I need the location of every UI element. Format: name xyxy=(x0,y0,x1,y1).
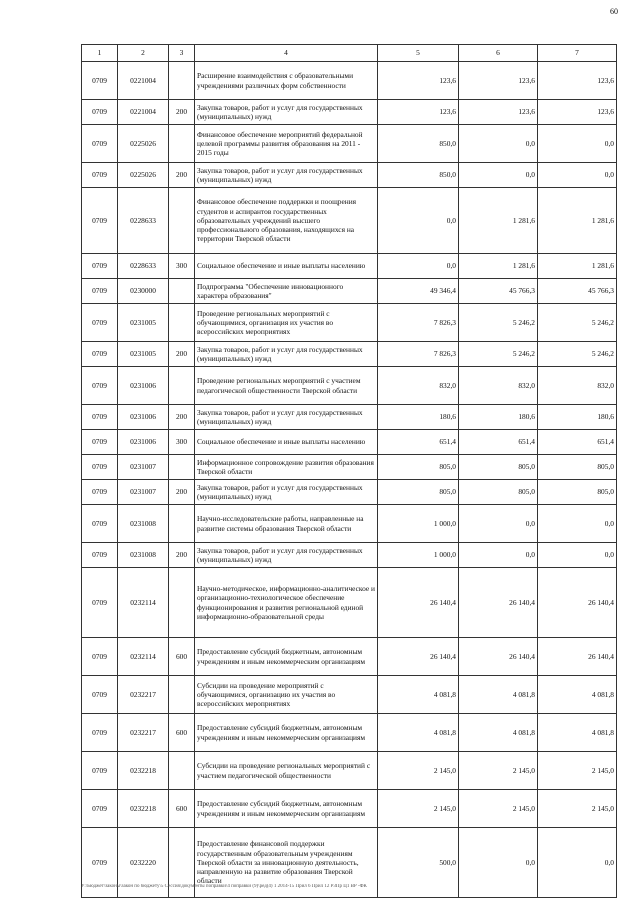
target-article-cell: 0231006 xyxy=(118,430,169,455)
target-article-cell: 0232114 xyxy=(118,638,169,676)
table-row xyxy=(82,254,617,279)
table-row xyxy=(82,62,617,100)
expense-type-cell xyxy=(169,367,195,405)
section-code-cell: 0709 xyxy=(82,455,118,480)
description-cell: Финансовое обеспечение мероприятий федеральной целевой программы развития образования на 2011 - 2015 годы xyxy=(195,125,378,163)
section-code-cell: 0709 xyxy=(82,279,118,304)
amount-col5-cell: 49 346,4 xyxy=(378,279,459,304)
section-code-cell: 0709 xyxy=(82,254,118,279)
target-article-cell: 0228633 xyxy=(118,254,169,279)
target-article-cell: 0231006 xyxy=(118,405,169,430)
expense-type-cell: 600 xyxy=(169,714,195,752)
table-row xyxy=(82,125,617,163)
description-cell: Социальное обеспечение и иные выплаты населению xyxy=(195,254,378,279)
amount-col6-cell: 1 281,6 xyxy=(459,254,538,279)
header-cell-7: 7 xyxy=(538,45,617,62)
section-code-cell: 0709 xyxy=(82,828,118,898)
section-code-cell: 0709 xyxy=(82,163,118,188)
amount-col6-cell: 805,0 xyxy=(459,480,538,505)
target-article-cell: 0231005 xyxy=(118,304,169,342)
header-cell-6: 6 xyxy=(459,45,538,62)
description-cell: Проведение региональных мероприятий с участием педагогической общественности Тверской области xyxy=(195,367,378,405)
amount-col7-cell: 4 081,8 xyxy=(538,676,617,714)
section-code-cell: 0709 xyxy=(82,676,118,714)
amount-col5-cell: 2 145,0 xyxy=(378,752,459,790)
target-article-cell: 0228633 xyxy=(118,188,169,254)
header-cell-1: 1 xyxy=(82,45,118,62)
amount-col6-cell: 26 140,4 xyxy=(459,568,538,638)
amount-col6-cell: 45 766,3 xyxy=(459,279,538,304)
expense-type-cell xyxy=(169,279,195,304)
description-cell: Подпрограмма "Обеспечение инновационного характера образования" xyxy=(195,279,378,304)
amount-col7-cell: 0,0 xyxy=(538,543,617,568)
table-row xyxy=(82,505,617,543)
target-article-cell: 0231006 xyxy=(118,367,169,405)
expense-type-cell xyxy=(169,568,195,638)
amount-col6-cell: 0,0 xyxy=(459,543,538,568)
amount-col6-cell: 2 145,0 xyxy=(459,790,538,828)
amount-col6-cell: 26 140,4 xyxy=(459,638,538,676)
amount-col6-cell: 123,6 xyxy=(459,100,538,125)
header-row xyxy=(82,45,617,62)
section-code-cell: 0709 xyxy=(82,367,118,405)
target-article-cell: 0225026 xyxy=(118,163,169,188)
table-row xyxy=(82,342,617,367)
section-code-cell: 0709 xyxy=(82,505,118,543)
target-article-cell: 0221004 xyxy=(118,62,169,100)
header-cell-2: 2 xyxy=(118,45,169,62)
target-article-cell: 0231005 xyxy=(118,342,169,367)
table-row xyxy=(82,430,617,455)
amount-col6-cell: 4 081,8 xyxy=(459,676,538,714)
amount-col5-cell: 805,0 xyxy=(378,480,459,505)
amount-col5-cell: 7 826,3 xyxy=(378,342,459,367)
amount-col5-cell: 850,0 xyxy=(378,125,459,163)
description-cell: Субсидии на проведение региональных мероприятий с участием педагогической общественности xyxy=(195,752,378,790)
amount-col5-cell: 26 140,4 xyxy=(378,568,459,638)
amount-col7-cell: 2 145,0 xyxy=(538,790,617,828)
amount-col7-cell: 0,0 xyxy=(538,125,617,163)
amount-col5-cell: 26 140,4 xyxy=(378,638,459,676)
amount-col5-cell: 0,0 xyxy=(378,254,459,279)
target-article-cell: 0231008 xyxy=(118,543,169,568)
section-code-cell: 0709 xyxy=(82,543,118,568)
description-cell: Предоставление субсидий бюджетным, автономным учреждениям и иным некоммерческим организациям xyxy=(195,790,378,828)
description-cell: Закупка товаров, работ и услуг для государственных (муниципальных) нужд xyxy=(195,543,378,568)
expense-type-cell: 200 xyxy=(169,163,195,188)
amount-col7-cell: 1 281,6 xyxy=(538,254,617,279)
amount-col5-cell: 2 145,0 xyxy=(378,790,459,828)
expense-type-cell: 200 xyxy=(169,342,195,367)
table-row xyxy=(82,752,617,790)
amount-col5-cell: 4 081,8 xyxy=(378,714,459,752)
header-cell-3: 3 xyxy=(169,45,195,62)
section-code-cell: 0709 xyxy=(82,480,118,505)
amount-col7-cell: 180,6 xyxy=(538,405,617,430)
expense-type-cell xyxy=(169,304,195,342)
amount-col5-cell: 1 000,0 xyxy=(378,505,459,543)
amount-col7-cell: 26 140,4 xyxy=(538,568,617,638)
amount-col7-cell: 2 145,0 xyxy=(538,752,617,790)
amount-col6-cell: 180,6 xyxy=(459,405,538,430)
table-row xyxy=(82,568,617,638)
amount-col5-cell: 850,0 xyxy=(378,163,459,188)
target-article-cell: 0231008 xyxy=(118,505,169,543)
amount-col6-cell: 5 246,2 xyxy=(459,342,538,367)
amount-col5-cell: 123,6 xyxy=(378,100,459,125)
amount-col5-cell: 123,6 xyxy=(378,62,459,100)
section-code-cell: 0709 xyxy=(82,188,118,254)
amount-col7-cell: 805,0 xyxy=(538,455,617,480)
amount-col6-cell: 2 145,0 xyxy=(459,752,538,790)
description-cell: Информационное сопровождение развития образования Тверской области xyxy=(195,455,378,480)
section-code-cell: 0709 xyxy=(82,100,118,125)
expense-type-cell: 200 xyxy=(169,100,195,125)
section-code-cell: 0709 xyxy=(82,790,118,828)
description-cell: Научно-исследовательские работы, направленные на развитие системы образования Тверской области xyxy=(195,505,378,543)
description-cell: Предоставление субсидий бюджетным, автономным учреждениям и иным некоммерческим организациям xyxy=(195,714,378,752)
expense-type-cell: 600 xyxy=(169,638,195,676)
amount-col7-cell: 1 281,6 xyxy=(538,188,617,254)
target-article-cell: 0225026 xyxy=(118,125,169,163)
amount-col5-cell: 832,0 xyxy=(378,367,459,405)
amount-col7-cell: 651,4 xyxy=(538,430,617,455)
expense-type-cell xyxy=(169,455,195,480)
amount-col5-cell: 0,0 xyxy=(378,188,459,254)
amount-col6-cell: 0,0 xyxy=(459,163,538,188)
expense-type-cell xyxy=(169,505,195,543)
amount-col6-cell: 4 081,8 xyxy=(459,714,538,752)
description-cell: Научно-методическое, информационно-аналитическое и организационно-технологическое обеспечение функционирования и развития региональной единой информационно-образовательной среды xyxy=(195,568,378,638)
section-code-cell: 0709 xyxy=(82,62,118,100)
amount-col7-cell: 5 246,2 xyxy=(538,342,617,367)
table-row xyxy=(82,405,617,430)
table-row xyxy=(82,188,617,254)
amount-col6-cell: 805,0 xyxy=(459,455,538,480)
target-article-cell: 0230000 xyxy=(118,279,169,304)
amount-col6-cell: 123,6 xyxy=(459,62,538,100)
file-path-footer: У:\Бюджет\законы\закон по бюджету\5 Сессия\документы поправки\4 поправки (9)\ред(4) 1 2014-15 Прил 6 Прил 12 Р3Пр Ц1 ВР -ФК xyxy=(81,884,367,889)
target-article-cell: 0232218 xyxy=(118,752,169,790)
amount-col7-cell: 26 140,4 xyxy=(538,638,617,676)
expense-type-cell xyxy=(169,62,195,100)
header-cell-5: 5 xyxy=(378,45,459,62)
section-code-cell: 0709 xyxy=(82,638,118,676)
target-article-cell: 0231007 xyxy=(118,480,169,505)
section-code-cell: 0709 xyxy=(82,304,118,342)
expense-type-cell xyxy=(169,125,195,163)
expense-type-cell: 300 xyxy=(169,254,195,279)
amount-col5-cell: 4 081,8 xyxy=(378,676,459,714)
amount-col5-cell: 805,0 xyxy=(378,455,459,480)
amount-col6-cell: 0,0 xyxy=(459,828,538,898)
table-row xyxy=(82,676,617,714)
page-number: 60 xyxy=(610,7,618,16)
table-row xyxy=(82,714,617,752)
target-article-cell: 0232218 xyxy=(118,790,169,828)
table-row xyxy=(82,480,617,505)
description-cell: Закупка товаров, работ и услуг для государственных (муниципальных) нужд xyxy=(195,163,378,188)
expense-type-cell: 200 xyxy=(169,405,195,430)
amount-col6-cell: 651,4 xyxy=(459,430,538,455)
amount-col6-cell: 1 281,6 xyxy=(459,188,538,254)
expense-type-cell xyxy=(169,188,195,254)
amount-col5-cell: 651,4 xyxy=(378,430,459,455)
expense-type-cell: 300 xyxy=(169,430,195,455)
table-row xyxy=(82,367,617,405)
target-article-cell: 0231007 xyxy=(118,455,169,480)
target-article-cell: 0232114 xyxy=(118,568,169,638)
amount-col7-cell: 123,6 xyxy=(538,62,617,100)
amount-col5-cell: 7 826,3 xyxy=(378,304,459,342)
table-row xyxy=(82,163,617,188)
header-cell-4: 4 xyxy=(195,45,378,62)
amount-col6-cell: 5 246,2 xyxy=(459,304,538,342)
section-code-cell: 0709 xyxy=(82,568,118,638)
amount-col7-cell: 0,0 xyxy=(538,828,617,898)
amount-col7-cell: 5 246,2 xyxy=(538,304,617,342)
table-row xyxy=(82,455,617,480)
budget-table xyxy=(81,44,617,898)
amount-col6-cell: 0,0 xyxy=(459,505,538,543)
description-cell: Расширение взаимодействия с образовательными учреждениями различных форм собственности xyxy=(195,62,378,100)
expense-type-cell: 200 xyxy=(169,543,195,568)
amount-col5-cell: 500,0 xyxy=(378,828,459,898)
section-code-cell: 0709 xyxy=(82,752,118,790)
target-article-cell: 0232217 xyxy=(118,676,169,714)
description-cell: Финансовое обеспечение поддержки и поощрения студентов и аспирантов государственных образовательных учреждений высшего профессионального образования, находящихся на территории Тверской области xyxy=(195,188,378,254)
expense-type-cell xyxy=(169,676,195,714)
target-article-cell: 0221004 xyxy=(118,100,169,125)
description-cell: Субсидии на проведение мероприятий с обучающимися, организацию их участия во всероссийских мероприятиях xyxy=(195,676,378,714)
table-row xyxy=(82,543,617,568)
description-cell: Закупка товаров, работ и услуг для государственных (муниципальных) нужд xyxy=(195,342,378,367)
target-article-cell: 0232217 xyxy=(118,714,169,752)
description-cell: Предоставление субсидий бюджетным, автономным учреждениям и иным некоммерческим организациям xyxy=(195,638,378,676)
description-cell: Социальное обеспечение и иные выплаты населению xyxy=(195,430,378,455)
table-row xyxy=(82,100,617,125)
expense-type-cell: 600 xyxy=(169,790,195,828)
description-cell: Закупка товаров, работ и услуг для государственных (муниципальных) нужд xyxy=(195,100,378,125)
amount-col7-cell: 4 081,8 xyxy=(538,714,617,752)
table-row xyxy=(82,304,617,342)
amount-col6-cell: 832,0 xyxy=(459,367,538,405)
table-row xyxy=(82,638,617,676)
amount-col7-cell: 0,0 xyxy=(538,163,617,188)
section-code-cell: 0709 xyxy=(82,714,118,752)
description-cell: Закупка товаров, работ и услуг для государственных (муниципальных) нужд xyxy=(195,405,378,430)
amount-col7-cell: 0,0 xyxy=(538,505,617,543)
description-cell: Предоставление финансовой поддержки государственным образовательным учреждениям Тверской области за инновационную деятельность, направленную на развитие образования Тверской области xyxy=(195,828,378,898)
target-article-cell: 0232220 xyxy=(118,828,169,898)
section-code-cell: 0709 xyxy=(82,430,118,455)
section-code-cell: 0709 xyxy=(82,405,118,430)
section-code-cell: 0709 xyxy=(82,125,118,163)
expense-type-cell: 200 xyxy=(169,480,195,505)
amount-col7-cell: 832,0 xyxy=(538,367,617,405)
amount-col5-cell: 180,6 xyxy=(378,405,459,430)
section-code-cell: 0709 xyxy=(82,342,118,367)
table-row xyxy=(82,279,617,304)
amount-col7-cell: 45 766,3 xyxy=(538,279,617,304)
description-cell: Проведение региональных мероприятий с обучающимися, организация их участия во всероссийских мероприятиях xyxy=(195,304,378,342)
amount-col7-cell: 123,6 xyxy=(538,100,617,125)
amount-col5-cell: 1 000,0 xyxy=(378,543,459,568)
amount-col7-cell: 805,0 xyxy=(538,480,617,505)
description-cell: Закупка товаров, работ и услуг для государственных (муниципальных) нужд xyxy=(195,480,378,505)
expense-type-cell xyxy=(169,752,195,790)
table-row xyxy=(82,790,617,828)
amount-col6-cell: 0,0 xyxy=(459,125,538,163)
